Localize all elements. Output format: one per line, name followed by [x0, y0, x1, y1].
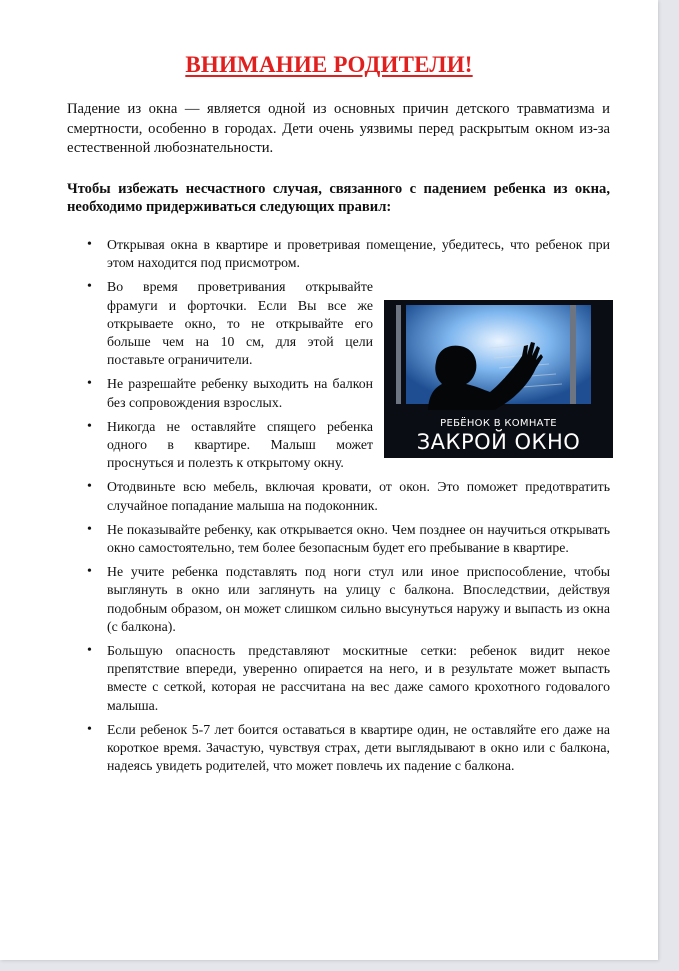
- rules-heading: Чтобы избежать несчастного случая, связанного с падением ребенка из окна, необходимо придерживаться следующих правил:: [67, 181, 610, 215]
- list-item: • Большую опасность представляют москитные сетки: ребенок видит некое препятствие впереди, уверенно опирается на него, и в результате может выпасть вместе с сеткой, которая не рассчитана на вес даже самого крохотного годовалого малыша.: [107, 642, 610, 715]
- poster-caption-big: ЗАКРОЙ ОКНО: [416, 430, 581, 454]
- list-item: • Не показывайте ребенку, как открывается окно. Чем позднее он научиться открывать окно самостоятельно, тем более безопасным будет его пребывание в квартире.: [107, 521, 610, 557]
- list-item: • Не учите ребенка подставлять под ноги стул или иное приспособление, чтобы выглянуть в окно или заглянуть на улицу с балкона. Впоследствии, действуя подобным образом, он может слишком сильно высунуться наружу и выпасть из окна (с балкона).: [107, 563, 610, 636]
- intro-paragraph: Падение из окна — является одной из основных причин детского травматизма и смертности, особенно в городах. Дети очень уязвимы перед раскрытым окном из-за естественной любознательности.: [67, 101, 610, 156]
- list-item: • Никогда не оставляйте спящего ребенка одного в квартире. Малыш может проснуться и полезть к открытому окну.: [107, 418, 373, 473]
- document-title: ВНИМАНИЕ РОДИТЕЛИ!: [185, 52, 473, 77]
- poster-caption-small: РЕБЁНОК В КОМНАТЕ: [440, 418, 557, 429]
- child-at-window-poster: [384, 300, 613, 458]
- list-item: • Отодвиньте всю мебель, включая кровати, от окон. Это поможет предотвратить случайное попадание малыша на подоконник.: [107, 478, 610, 514]
- list-item: • Открывая окна в квартире и проветривая помещение, убедитесь, что ребенок при этом находится под присмотром.: [107, 236, 610, 272]
- list-item: • Не разрешайте ребенку выходить на балкон без сопровождения взрослых.: [107, 375, 373, 411]
- rule-text-2: Во время проветривания открывайте фрамуги и форточки. Если Вы все же открываете окно, то не открывайте его больше чем на 10 см, для этой цели поставьте ограничители.: [107, 279, 373, 368]
- list-item: • Если ребенок 5-7 лет боится оставаться в квартире один, не оставляйте его даже на короткое время. Зачастую, чувствуя страх, дети выглядывают в окно или с балкона, надеясь увидеть родителей, что может повлечь их падение с балкона.: [107, 721, 610, 776]
